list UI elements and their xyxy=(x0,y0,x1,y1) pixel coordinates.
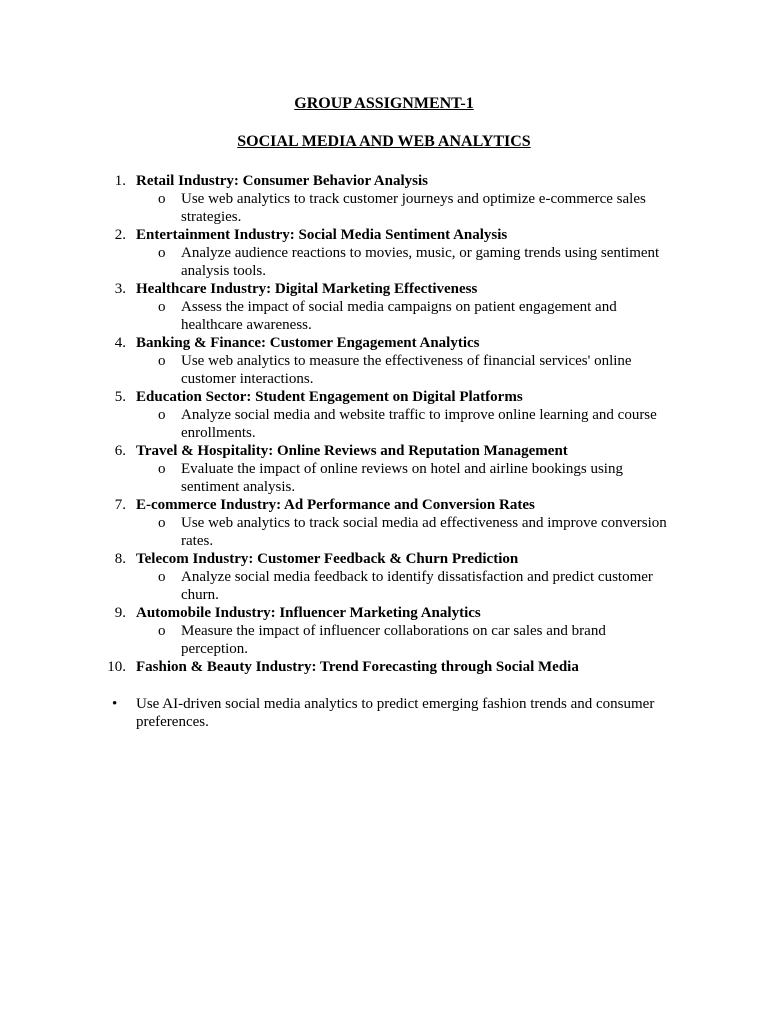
list-item xyxy=(0,496,768,550)
item-number: 4. xyxy=(114,335,126,351)
item-number: 3. xyxy=(114,281,126,297)
sub-item-text: Assess the impact of social media campaigns on patient engagement and healthcare awareness. xyxy=(181,299,617,333)
item-number: 5. xyxy=(114,389,126,405)
circle-bullet-icon: o xyxy=(158,515,166,531)
item-heading: Entertainment Industry: Social Media Sentiment Analysis xyxy=(136,227,508,243)
sub-item-text: Evaluate the impact of online reviews on hotel and airline bookings using sentiment analysis. xyxy=(181,461,623,495)
sub-item-text: Analyze social media feedback to identify dissatisfaction and predict customer churn. xyxy=(181,569,653,603)
item-heading: Banking & Finance: Customer Engagement Analytics xyxy=(136,335,480,351)
item-heading: E-commerce Industry: Ad Performance and Conversion Rates xyxy=(136,497,535,513)
sub-item xyxy=(158,460,671,496)
sub-item-text: Analyze audience reactions to movies, music, or gaming trends using sentiment analysis tools. xyxy=(181,245,660,279)
sub-item xyxy=(158,190,671,226)
item-number: 8. xyxy=(114,551,126,567)
sub-item xyxy=(158,352,671,388)
circle-bullet-icon: o xyxy=(158,407,166,423)
sub-item-text: Use web analytics to track social media ad effectiveness and improve conversion rates. xyxy=(181,515,667,549)
sub-item xyxy=(158,244,671,280)
topic-list xyxy=(0,172,768,676)
sub-item-text: Use web analytics to track customer journeys and optimize e-commerce sales strategies. xyxy=(181,191,646,225)
item-heading: Automobile Industry: Influencer Marketing Analytics xyxy=(136,605,481,621)
item-heading: Fashion & Beauty Industry: Trend Forecasting through Social Media xyxy=(136,659,579,675)
item-number: 6. xyxy=(114,443,126,459)
item-number: 9. xyxy=(114,605,126,621)
sub-item-text: Analyze social media and website traffic to improve online learning and course enrollments. xyxy=(181,407,657,441)
item-number: 10. xyxy=(107,659,126,675)
list-item xyxy=(0,280,768,334)
list-item xyxy=(0,604,768,658)
item-number: 7. xyxy=(114,497,126,513)
circle-bullet-icon: o xyxy=(158,353,166,369)
list-item xyxy=(0,550,768,604)
assignment-title: GROUP ASSIGNMENT-1 xyxy=(294,95,474,112)
list-item xyxy=(0,442,768,496)
sub-item-text: Use web analytics to measure the effectiveness of financial services' online customer interactions. xyxy=(181,353,632,387)
circle-bullet-icon: o xyxy=(158,245,166,261)
item-heading: Travel & Hospitality: Online Reviews and Reputation Management xyxy=(136,443,568,459)
item-heading: Education Sector: Student Engagement on Digital Platforms xyxy=(136,389,523,405)
list-item xyxy=(0,226,768,280)
bullet-item xyxy=(0,695,768,731)
sub-item xyxy=(158,568,671,604)
bullet-icon: • xyxy=(112,696,118,712)
sub-item-text: Measure the impact of influencer collaborations on car sales and brand perception. xyxy=(181,623,606,657)
circle-bullet-icon: o xyxy=(158,569,166,585)
circle-bullet-icon: o xyxy=(158,299,166,315)
item-heading: Telecom Industry: Customer Feedback & Churn Prediction xyxy=(136,551,519,567)
sub-item xyxy=(158,622,671,658)
list-item xyxy=(0,334,768,388)
circle-bullet-icon: o xyxy=(158,461,166,477)
sub-item xyxy=(158,514,671,550)
circle-bullet-icon: o xyxy=(158,623,166,639)
bullet-text: Use AI-driven social media analytics to predict emerging fashion trends and consumer preferences. xyxy=(136,696,655,730)
sub-item xyxy=(158,298,671,334)
subject-title: SOCIAL MEDIA AND WEB ANALYTICS xyxy=(237,133,531,150)
circle-bullet-icon: o xyxy=(158,191,166,207)
item-number: 1. xyxy=(114,173,126,189)
sub-item xyxy=(158,406,671,442)
list-item xyxy=(0,388,768,442)
item-heading: Retail Industry: Consumer Behavior Analysis xyxy=(136,173,428,189)
list-item xyxy=(0,658,768,676)
item-heading: Healthcare Industry: Digital Marketing Effectiveness xyxy=(136,281,478,297)
list-item xyxy=(0,172,768,226)
item-number: 2. xyxy=(114,227,126,243)
